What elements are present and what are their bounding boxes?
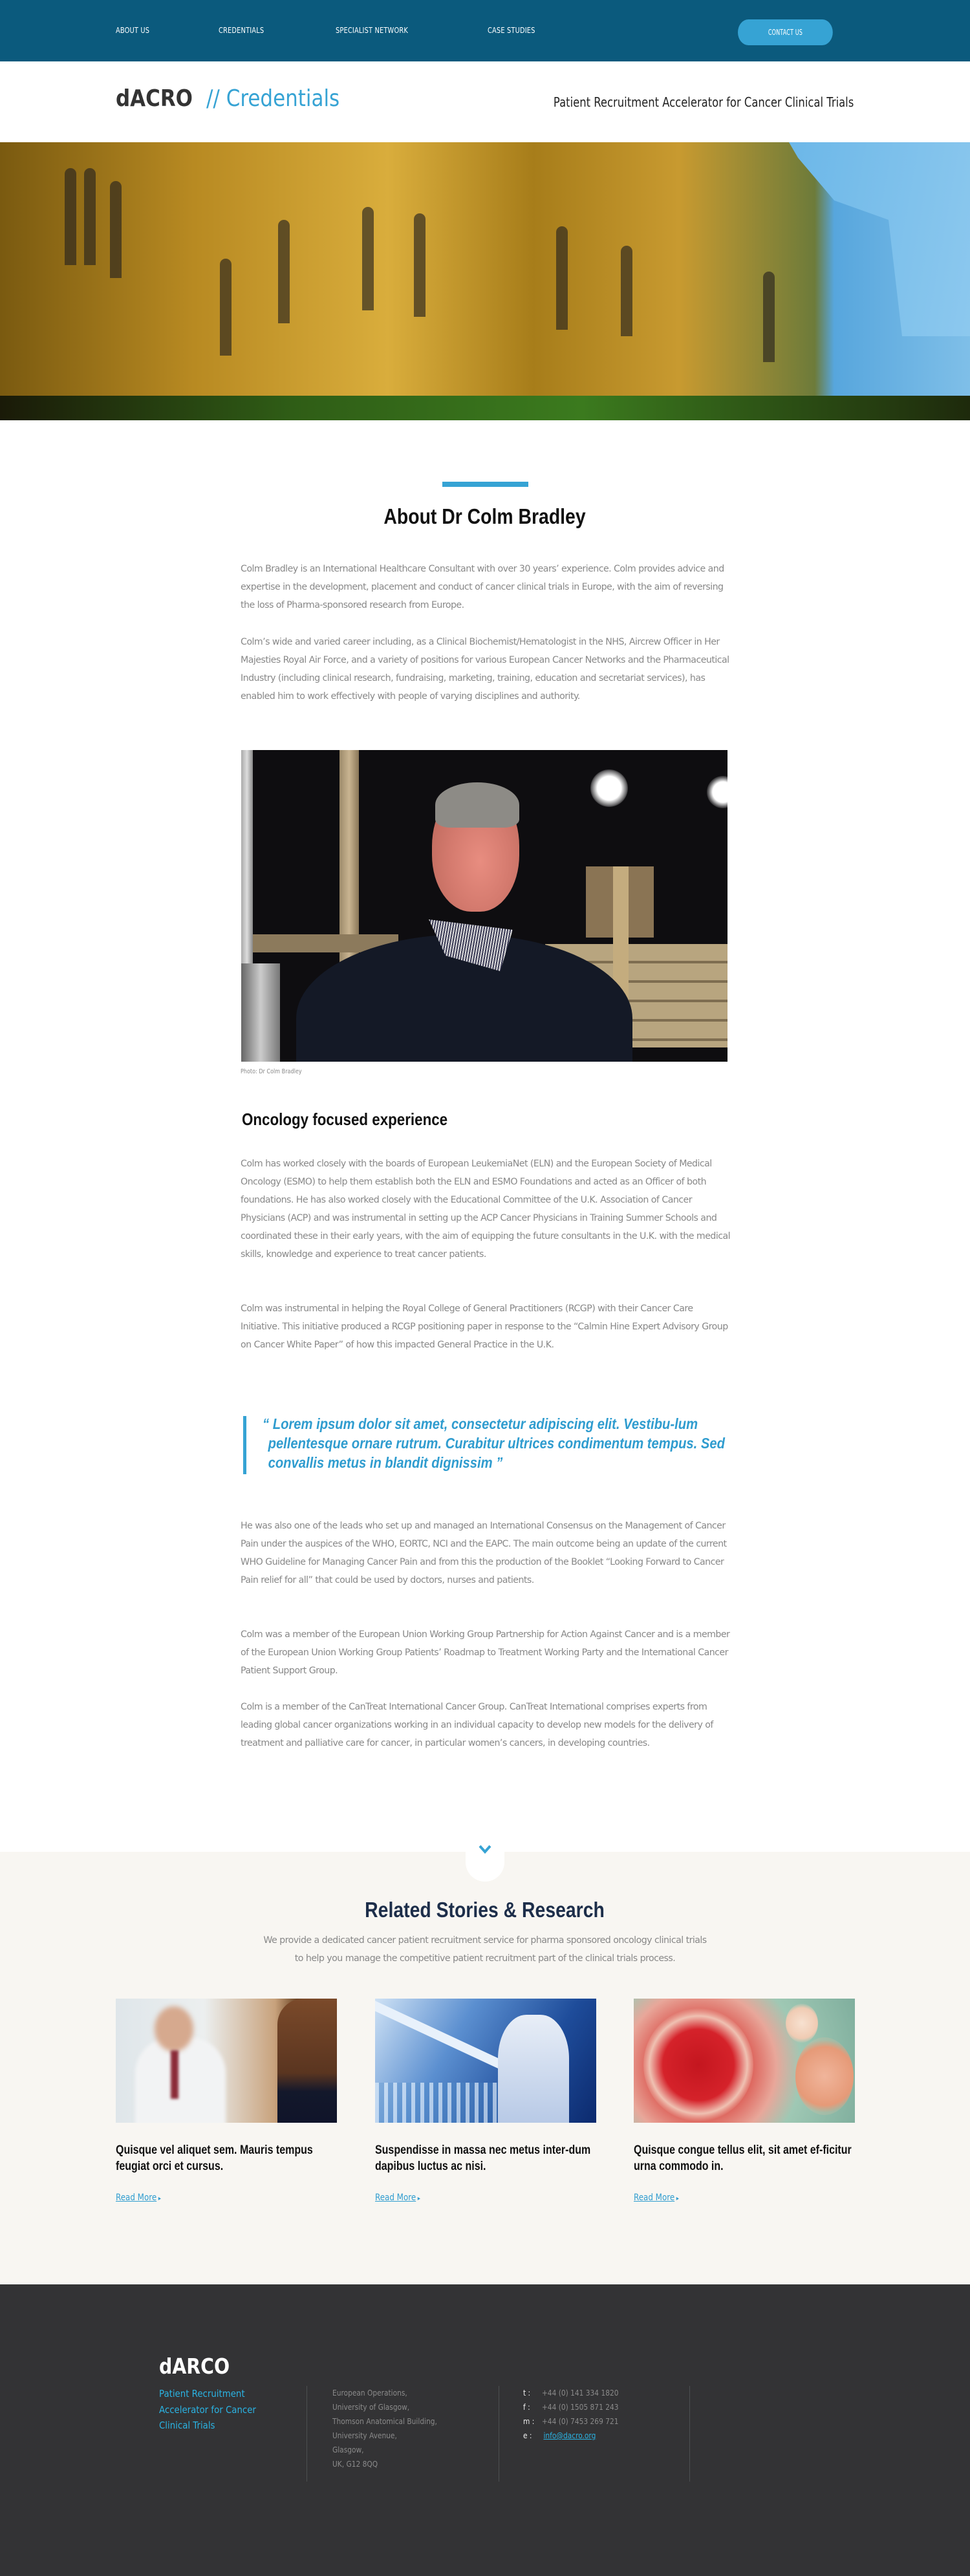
read-more-label: Read More (375, 2193, 416, 2203)
address-line: UK, G12 8QQ (332, 2459, 378, 2469)
hero-window (414, 213, 426, 317)
telephone-number[interactable]: +44 (0) 141 334 1820 (541, 2388, 619, 2398)
address-line: Glasgow, (332, 2445, 364, 2454)
nav-item-credentials[interactable]: CREDENTIALS (219, 26, 264, 35)
oncology-paragraph: Colm was a member of the European Union Working Group Partnership for Action Against Cancer and is a member of the European Union Working Group Patients’ Roadmap to Treatment Working Party and the International Cancer Patient Support Group. (241, 1629, 730, 1676)
read-more-link[interactable] (116, 2193, 161, 2203)
oncology-paragraph: Colm is a member of the CanTreat International Cancer Group. CanTreat International comprises experts from leading global cancer organizations working in an individual capacity to develop new models for the delivery of treatment and palliative care for cancer, in particular women’s cancers, in developing countries. (241, 1702, 713, 1748)
brand-logo[interactable]: dACRO (116, 85, 193, 112)
address-line: University Avenue, (332, 2431, 397, 2440)
photo-hair (435, 782, 519, 828)
section-accent-bar (442, 482, 528, 487)
hero-window (278, 220, 290, 323)
chevron-right-icon: ▸ (158, 2195, 162, 2202)
address-line: European Operations, (332, 2388, 407, 2398)
footer (0, 2284, 970, 2576)
pull-quote-text: “ Lorem ipsum dolor sit amet, consectetur adipiscing elit. Vestibu-lum pellentesque ornare rutrum. Curabitur ultrices condimentum tempus. Sed convallis metus in blandit dignissim ” (263, 1415, 725, 1471)
hero-window (621, 246, 632, 336)
story-title[interactable]: Quisque vel aliquet sem. Mauris tempus feugiat orci et cursus. (116, 2143, 313, 2173)
address-line: Thomson Anatomical Building, (332, 2416, 437, 2426)
related-subtitle (0, 1931, 970, 1968)
read-more-label: Read More (634, 2193, 675, 2203)
footer-contacts (523, 2386, 618, 2443)
story-title[interactable]: Suspendisse in massa nec metus inter-dum dapibus luctus ac nisi. (375, 2143, 591, 2173)
header-tagline: Patient Recruitment Accelerator for Cancer Clinical Trials (553, 94, 854, 110)
hero-window (65, 168, 76, 265)
about-paragraph: Colm’s wide and varied career including, as a Clinical Biochemist/Hematologist in the NHS, Aircrew Officer in Her Majesties Royal Air Force, and a variety of positions for various European Cancer Networks and the Pharmaceutical Industry (including clinical research, fundraising, marketing, training, education and secretariat services), has enabled him to work effectively with people of varying disciplines and authority. (241, 637, 729, 702)
hero-sky (517, 142, 970, 336)
footer-divider (689, 2386, 690, 2482)
photo-canister (241, 963, 280, 1062)
hero-grass (0, 396, 970, 420)
image-scientist (498, 2015, 569, 2123)
story-title[interactable]: Quisque congue tellus elit, sit amet ef-ficitur urna commodo in. (634, 2143, 852, 2173)
hero-window (220, 259, 232, 356)
story-card (116, 1999, 337, 2203)
nav-item-case-studies[interactable]: CASE STUDIES (488, 26, 535, 35)
oncology-paragraph: He was also one of the leads who set up and managed an International Consensus on the Management of Cancer Pain under the auspices of the WHO, EORTC, NCI and the EAPC. The main outcome being an update of the current WHO Guideline for Managing Cancer Pain and from this the production of the Booklet “Looking Forward to Cancer Pain relief for all” that could be used by doctors, nurses and patients. (241, 1521, 727, 1585)
story-image-doctor-consultation[interactable] (116, 1999, 337, 2123)
contact-us-button[interactable] (738, 19, 833, 45)
contact-key: f : (523, 2402, 530, 2412)
about-heading-text: About Dr Colm Bradley (383, 504, 587, 528)
page-header (0, 61, 970, 142)
image-glassware (375, 2083, 498, 2123)
photo-light (590, 769, 628, 807)
related-heading (0, 1898, 970, 1922)
hero-window (84, 168, 96, 265)
footer-tagline: Patient Recruitment Accelerator for Cancer Clinical Trials (159, 2388, 256, 2431)
hero-window (110, 181, 122, 278)
address-line: University of Glasgow, (332, 2402, 410, 2412)
about-heading (0, 504, 970, 529)
mobile-number[interactable]: +44 (0) 7453 269 721 (541, 2416, 619, 2426)
contact-key: t : (523, 2388, 531, 2398)
related-heading-text: Related Stories & Research (365, 1898, 605, 1922)
email-link[interactable]: info@dacro.org (543, 2431, 596, 2440)
image-shelf (375, 2001, 504, 2071)
photo-caption: Photo: Dr Colm Bradley (241, 1068, 302, 1075)
top-navigation-bar (0, 0, 970, 61)
read-more-link[interactable] (375, 2193, 420, 2203)
read-more-link[interactable] (634, 2193, 679, 2203)
footer-address (332, 2386, 437, 2471)
story-image-cancer-cells[interactable] (634, 1999, 855, 2123)
read-more-label: Read More (116, 2193, 157, 2203)
footer-logo[interactable]: dARCO (159, 2354, 230, 2379)
fax-number: +44 (0) 1505 871 243 (541, 2402, 619, 2412)
story-card (634, 1999, 855, 2203)
related-subtitle-line: We provide a dedicated cancer patient recruitment service for pharma sponsored oncology clinical trials (263, 1935, 707, 1946)
related-subtitle-line: to help you manage the competitive patient recruitment part of the clinical trials process. (294, 1953, 676, 1964)
chevron-right-icon: ▸ (417, 2195, 421, 2202)
story-image-lab-scientist[interactable] (375, 1999, 596, 2123)
portrait-photo-colm-bradley (241, 750, 727, 1062)
contact-key: e : (523, 2431, 532, 2440)
hero-window (763, 272, 775, 362)
about-paragraph: Colm Bradley is an International Healthcare Consultant with over 30 years’ experience. Colm provides advice and expertise in the development, placement and conduct of cancer clinical trials in Europe, with the aim of reversing the loss of Pharma-sponsored research from Europe. (241, 564, 724, 610)
hero-window (556, 226, 568, 330)
photo-light (707, 776, 727, 808)
section-name: // Credentials (206, 85, 340, 112)
contact-key: m : (523, 2416, 535, 2426)
contact-fax (523, 2400, 618, 2414)
oncology-paragraph: Colm was instrumental in helping the Royal College of General Practitioners (RCGP) with their Cancer Care Initiative. This initiative produced a RCGP positioning paper in response to the “Calmin Hine Expert Advisory Group on Cancer White Paper” of how this impacted General Practice in the U.K. (241, 1304, 728, 1350)
oncology-heading-text: Oncology focused experience (242, 1110, 448, 1129)
image-tie (171, 2050, 178, 2099)
pull-quote (243, 1416, 735, 1474)
oncology-heading (242, 1110, 481, 1130)
hero-window (362, 207, 374, 310)
image-patient (277, 1999, 337, 2123)
contact-telephone (523, 2386, 618, 2400)
image-cell (786, 2004, 818, 2043)
image-head (155, 2006, 193, 2052)
image-cell (643, 2008, 753, 2121)
oncology-paragraph: Colm has worked closely with the boards of European LeukemiaNet (ELN) and the European Society of Medical Oncology (ESMO) to help them establish both the ELN and ESMO Foundations and acted as an Officer of both foundations. He has also worked closely with the Educational Committee of the U.K. Association of Cancer Physicians (ACP) and was instrumental in setting up the ACP Cancer Physicians in Training Summer Schools and coordinated these in their early years, with the aim of equipping the future consultants in the U.K. with the medical skills, knowledge and experience to treat cancer patients. (241, 1159, 731, 1260)
nav-item-about-us[interactable]: ABOUT US (116, 26, 150, 35)
image-cell (795, 2037, 854, 2115)
page-title (116, 85, 361, 112)
contact-mobile (523, 2414, 618, 2429)
chevron-right-icon: ▸ (676, 2195, 680, 2202)
story-card (375, 1999, 596, 2203)
nav-item-specialist-network[interactable]: SPECIALIST NETWORK (336, 26, 408, 35)
chevron-down-icon[interactable] (479, 1845, 491, 1854)
contact-us-label: CONTACT US (768, 28, 803, 37)
hero-image-university-building (0, 142, 970, 420)
contact-email (523, 2429, 618, 2443)
